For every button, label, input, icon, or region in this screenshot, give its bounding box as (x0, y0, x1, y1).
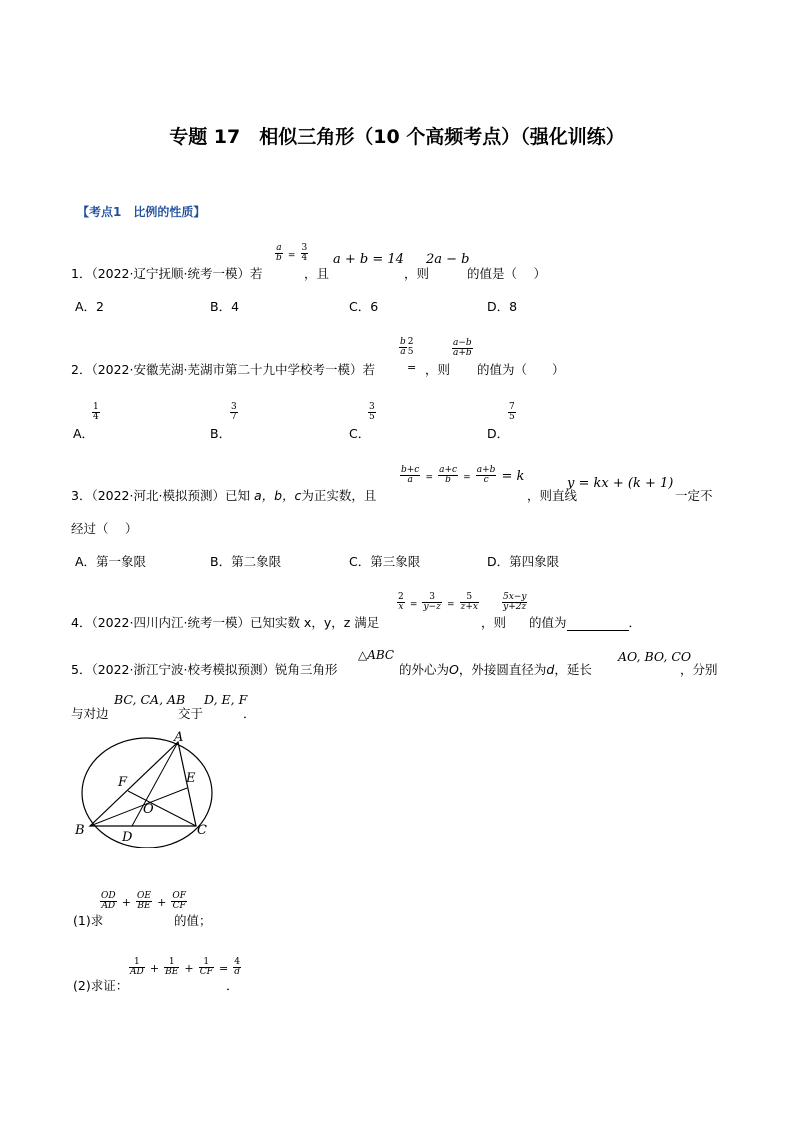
q1-then: ，则 (404, 266, 430, 281)
q3-source: （2022·河北·模拟预测）已知 (91, 488, 250, 503)
q2-expression: $\frac{a-b}{a+b}$ (453, 337, 472, 358)
q4-ratio: $\frac{2}{x}$ = $\frac{3}{y-z}$ = $\frac{5}{z+x}$ (398, 591, 478, 612)
q5-line1-rest: 的外心为O，外接圆直径为d，延长 (399, 662, 592, 677)
q5-line2b: 交于 (178, 706, 204, 721)
q1-sum: a + b = 14 (333, 252, 404, 267)
label-e: E (186, 771, 196, 786)
q1-ratio: $\frac{a}{b}$ = $\frac{3}{4}$ (276, 242, 308, 263)
q3-option-b: B．第二象限 (210, 554, 282, 569)
q2-number: 2． (71, 362, 92, 377)
q1-source: （2022·辽宁抚顺·统考一模）若 (91, 266, 263, 281)
q3-line2: 经过（ ） (71, 521, 138, 536)
q5-p4: ，分别 (680, 662, 718, 677)
question-5 (71, 660, 337, 678)
q4-expression: $\frac{5x-y}{y+2z}$ (503, 591, 527, 612)
q5-sub1-expression: $\frac{OD}{AD}$ + $\frac{OE}{BE}$ + $\frac{OF}{CF}$ (101, 890, 186, 911)
q5-line2a: 与对边 (71, 706, 109, 721)
q2-equals: = (407, 361, 417, 374)
q1-end: 的值是（ ） (467, 266, 546, 281)
q2-option-b: B． (210, 426, 232, 441)
q5-sides: BC, CA, AB (114, 692, 186, 707)
line-be (90, 788, 187, 826)
q5-points: D, E, F (204, 692, 248, 707)
q5-tail: ． (243, 706, 256, 721)
q3-vars: a，b，c (253, 488, 302, 503)
q1-option-a: A．2 (75, 299, 105, 314)
q3-number: 3． (71, 488, 92, 503)
q5-source: （2022·浙江宁波·校考模拟预测）锐角三角形 (91, 662, 338, 677)
page-title: 专题 17 相似三角形（10 个高频考点）（强化训练） (169, 126, 625, 148)
line-cf (128, 791, 196, 826)
q5-sub2-pre: (2)求证： (73, 978, 129, 993)
q2-option-c: C． (349, 426, 371, 441)
q2-option-c-frac: $\frac{3}{5}$ (369, 401, 375, 422)
q5-sub2-post: ． (226, 978, 239, 993)
q2-option-d: D． (487, 426, 510, 441)
q1-mid: ，且 (304, 266, 330, 281)
q1-option-b: B．4 (210, 299, 240, 314)
q3-line: y = kx + (k + 1) (567, 476, 674, 491)
q5-sub2-expression: $\frac{1}{AD}$ + $\frac{1}{BE}$ + $\frac{1}{CF}$ = $\frac{4}{d}$ (130, 956, 241, 977)
q3-option-a: A．第一象限 (75, 554, 147, 569)
q1-frac-ab: $\frac{a}{b}$ (276, 242, 282, 263)
q3-post: 一定不 (675, 488, 713, 503)
label-f: F (118, 775, 128, 790)
q3-option-c: C．第三象限 (349, 554, 421, 569)
q3-eq-k: = k (501, 469, 525, 484)
q2-then: ，则 (425, 362, 451, 377)
q2-option-a: A． (73, 426, 95, 441)
q4-number: 4． (71, 615, 92, 630)
label-o: O (143, 802, 154, 817)
question-3 (71, 486, 376, 504)
q5-segments: AO, BO, CO (618, 649, 692, 664)
label-d: D (122, 830, 133, 845)
question-1 (71, 264, 262, 282)
section-heading: 【考点1 比例的性质】 (77, 205, 206, 219)
q3-pre: 为正实数，且 (301, 488, 377, 503)
q1-expression: 2a − b (426, 252, 470, 267)
q3-line-pre: ，则直线 (527, 488, 578, 503)
q2-option-b-frac: $\frac{3}{7}$ (231, 401, 237, 422)
q1-option-c: C．6 (349, 299, 379, 314)
circle-triangle-figure (70, 728, 220, 848)
label-a: A (174, 730, 184, 745)
question-4 (71, 613, 379, 631)
q4-then: ，则 (481, 615, 507, 630)
q2-frac-25: 2 5 (407, 337, 414, 357)
q4-answer-blank[interactable] (567, 618, 629, 631)
q2-end: 的值为（ ） (477, 362, 565, 377)
q2-option-a-frac: $\frac{1}{4}$ (93, 401, 99, 422)
q4-source: （2022·四川内江·统考一模）已知实数 x，y，z 满足 (91, 615, 380, 630)
q5-number: 5． (71, 662, 92, 677)
q4-end: 的值为 ． (529, 615, 642, 630)
q5-triangle: △ABC (358, 648, 395, 662)
label-c: C (197, 823, 207, 838)
question-2 (71, 360, 375, 378)
q1-number: 1． (71, 266, 92, 281)
q3-ratio: $\frac{b+c}{a}$ = $\frac{a+c}{b}$ = $\frac{a+b}{c}$ = k (401, 464, 525, 485)
label-b: B (75, 823, 85, 838)
q2-option-d-frac: $\frac{7}{5}$ (509, 401, 515, 422)
q5-sub1-post: 的值； (174, 913, 212, 928)
q2-frac-ba: $\frac{b}{a}$ (400, 336, 406, 357)
q2-source: （2022·安徽芜湖·芜湖市第二十九中学校考一模）若 (91, 362, 375, 377)
q5-sub1-pre: (1)求 (73, 913, 104, 928)
q3-option-d: D．第四象限 (487, 554, 560, 569)
q1-option-d: D．8 (487, 299, 518, 314)
q1-frac-34: $\frac{3}{4}$ (301, 242, 308, 263)
circumcircle (82, 738, 212, 848)
q2-ratio (399, 337, 415, 357)
